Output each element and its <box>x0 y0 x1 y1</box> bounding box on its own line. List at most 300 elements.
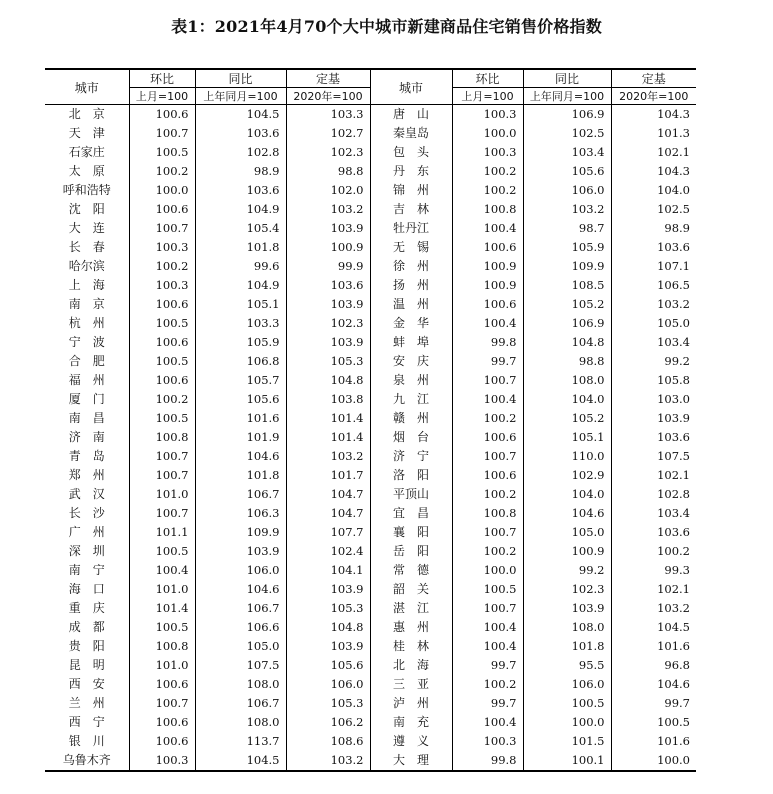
right-city-name: 秦皇岛 <box>370 124 452 143</box>
table-row <box>45 542 696 561</box>
right-fixed-value: 96.8 <box>611 656 696 675</box>
right-mom-value: 100.4 <box>452 390 523 409</box>
left-mom-value: 100.6 <box>129 732 195 751</box>
left-yoy-value: 101.8 <box>195 238 286 257</box>
left-mom-value: 100.0 <box>129 181 195 200</box>
right-city-name: 赣 州 <box>370 409 452 428</box>
right-yoy-value: 104.8 <box>523 333 611 352</box>
header-mom-base-left: 上月=100 <box>129 88 195 105</box>
right-fixed-value: 101.6 <box>611 637 696 656</box>
right-mom-value: 99.8 <box>452 751 523 771</box>
left-fixed-value: 100.9 <box>286 238 370 257</box>
left-mom-value: 100.6 <box>129 371 195 390</box>
right-city-name: 唐 山 <box>370 105 452 125</box>
right-fixed-value: 103.2 <box>611 599 696 618</box>
left-city-name: 长 春 <box>68 240 105 254</box>
left-fixed-value: 105.3 <box>286 599 370 618</box>
left-fixed-value: 102.3 <box>286 314 370 333</box>
right-mom-value: 99.8 <box>452 333 523 352</box>
right-mom-value: 100.6 <box>452 466 523 485</box>
table-row <box>45 732 696 751</box>
right-yoy-value: 100.1 <box>523 751 611 771</box>
left-yoy-value: 106.7 <box>195 694 286 713</box>
right-city-name: 牡丹江 <box>370 219 452 238</box>
left-yoy-value: 106.3 <box>195 504 286 523</box>
right-fixed-value: 103.6 <box>611 523 696 542</box>
left-city-name: 郑 州 <box>68 468 105 482</box>
left-fixed-value: 105.6 <box>286 656 370 675</box>
right-city-name: 桂 林 <box>370 637 452 656</box>
table-row <box>45 504 696 523</box>
left-fixed-value: 106.2 <box>286 713 370 732</box>
left-city-name: 南 京 <box>68 297 105 311</box>
right-mom-value: 99.7 <box>452 694 523 713</box>
left-mom-value: 100.5 <box>129 352 195 371</box>
left-mom-value: 100.8 <box>129 428 195 447</box>
right-yoy-value: 104.0 <box>523 390 611 409</box>
right-city-name: 无 锡 <box>370 238 452 257</box>
right-fixed-value: 107.1 <box>611 257 696 276</box>
right-fixed-value: 107.5 <box>611 447 696 466</box>
left-mom-value: 100.5 <box>129 143 195 162</box>
right-mom-value: 100.7 <box>452 523 523 542</box>
right-fixed-value: 101.3 <box>611 124 696 143</box>
right-fixed-value: 104.5 <box>611 618 696 637</box>
right-mom-value: 99.7 <box>452 656 523 675</box>
left-fixed-value: 104.1 <box>286 561 370 580</box>
right-fixed-value: 103.6 <box>611 428 696 447</box>
right-city-name: 蚌 埠 <box>370 333 452 352</box>
table-row <box>45 257 696 276</box>
right-fixed-value: 102.1 <box>611 143 696 162</box>
left-city-name: 广 州 <box>68 525 105 539</box>
right-mom-value: 100.0 <box>452 124 523 143</box>
right-mom-value: 99.7 <box>452 352 523 371</box>
left-fixed-value: 102.0 <box>286 181 370 200</box>
table-row <box>45 371 696 390</box>
left-yoy-value: 106.6 <box>195 618 286 637</box>
left-city-name: 福 州 <box>68 373 105 387</box>
left-yoy-value: 101.8 <box>195 466 286 485</box>
left-fixed-value: 103.9 <box>286 580 370 599</box>
table-row <box>45 314 696 333</box>
header-city-left: 城市 <box>45 69 129 105</box>
table-header <box>45 69 696 105</box>
left-yoy-value: 101.6 <box>195 409 286 428</box>
right-fixed-value: 103.4 <box>611 504 696 523</box>
left-fixed-value: 101.4 <box>286 409 370 428</box>
right-yoy-value: 103.2 <box>523 200 611 219</box>
left-fixed-value: 103.9 <box>286 333 370 352</box>
right-yoy-value: 100.0 <box>523 713 611 732</box>
right-yoy-value: 108.0 <box>523 618 611 637</box>
right-mom-value: 100.9 <box>452 276 523 295</box>
header-fixed-right: 定基 <box>611 69 696 88</box>
header-mom-left: 环比 <box>129 69 195 88</box>
left-city-name: 昆 明 <box>68 658 105 672</box>
right-fixed-value: 103.2 <box>611 295 696 314</box>
left-mom-value: 101.4 <box>129 599 195 618</box>
table-row <box>45 200 696 219</box>
right-fixed-value: 105.8 <box>611 371 696 390</box>
left-fixed-value: 103.8 <box>286 390 370 409</box>
left-fixed-value: 103.9 <box>286 219 370 238</box>
right-yoy-value: 105.6 <box>523 162 611 181</box>
table-row <box>45 162 696 181</box>
left-mom-value: 100.3 <box>129 238 195 257</box>
right-fixed-value: 102.8 <box>611 485 696 504</box>
left-yoy-value: 98.9 <box>195 162 286 181</box>
right-yoy-value: 106.9 <box>523 314 611 333</box>
table-row <box>45 523 696 542</box>
right-mom-value: 100.6 <box>452 238 523 257</box>
left-fixed-value: 103.2 <box>286 200 370 219</box>
left-yoy-value: 104.6 <box>195 580 286 599</box>
left-fixed-value: 104.7 <box>286 504 370 523</box>
right-city-name: 惠 州 <box>370 618 452 637</box>
right-yoy-value: 108.0 <box>523 371 611 390</box>
left-fixed-value: 103.3 <box>286 105 370 125</box>
left-fixed-value: 106.0 <box>286 675 370 694</box>
right-yoy-value: 104.0 <box>523 485 611 504</box>
right-fixed-value: 99.3 <box>611 561 696 580</box>
header-mom-right: 环比 <box>452 69 523 88</box>
left-fixed-value: 103.9 <box>286 637 370 656</box>
right-mom-value: 100.4 <box>452 314 523 333</box>
right-mom-value: 100.4 <box>452 637 523 656</box>
left-fixed-value: 105.3 <box>286 352 370 371</box>
left-fixed-value: 104.8 <box>286 371 370 390</box>
left-city-name: 济 南 <box>68 430 105 444</box>
right-city-name: 吉 林 <box>370 200 452 219</box>
left-mom-value: 100.6 <box>129 295 195 314</box>
header-fixed-base-left: 2020年=100 <box>286 88 370 105</box>
right-yoy-value: 102.3 <box>523 580 611 599</box>
right-mom-value: 100.4 <box>452 713 523 732</box>
right-yoy-value: 101.5 <box>523 732 611 751</box>
right-mom-value: 100.7 <box>452 447 523 466</box>
left-city-name: 长 沙 <box>68 506 105 520</box>
left-yoy-value: 106.7 <box>195 485 286 504</box>
right-yoy-value: 103.9 <box>523 599 611 618</box>
left-yoy-value: 108.0 <box>195 713 286 732</box>
right-city-name: 包 头 <box>370 143 452 162</box>
right-fixed-value: 103.9 <box>611 409 696 428</box>
left-yoy-value: 106.7 <box>195 599 286 618</box>
table-row <box>45 694 696 713</box>
right-yoy-value: 102.5 <box>523 124 611 143</box>
right-mom-value: 100.2 <box>452 409 523 428</box>
left-fixed-value: 104.7 <box>286 485 370 504</box>
right-city-name: 安 庆 <box>370 352 452 371</box>
left-fixed-value: 101.7 <box>286 466 370 485</box>
right-city-name: 洛 阳 <box>370 466 452 485</box>
right-mom-value: 100.2 <box>452 675 523 694</box>
table-row <box>45 105 696 125</box>
right-city-name: 平顶山 <box>370 485 452 504</box>
right-fixed-value: 106.5 <box>611 276 696 295</box>
left-city-name: 杭 州 <box>68 316 105 330</box>
left-city-name: 大 连 <box>68 221 105 235</box>
left-yoy-value: 106.8 <box>195 352 286 371</box>
table-row <box>45 409 696 428</box>
left-mom-value: 100.8 <box>129 637 195 656</box>
table-row <box>45 637 696 656</box>
left-yoy-value: 104.5 <box>195 751 286 771</box>
left-city-name: 南 宁 <box>68 563 105 577</box>
left-mom-value: 101.0 <box>129 580 195 599</box>
right-fixed-value: 104.0 <box>611 181 696 200</box>
table-row <box>45 333 696 352</box>
right-mom-value: 100.3 <box>452 105 523 125</box>
left-mom-value: 100.6 <box>129 200 195 219</box>
right-city-name: 湛 江 <box>370 599 452 618</box>
right-mom-value: 100.2 <box>452 485 523 504</box>
left-yoy-value: 103.9 <box>195 542 286 561</box>
left-city-name: 西 安 <box>68 677 105 691</box>
left-yoy-value: 104.9 <box>195 200 286 219</box>
left-city-name: 青 岛 <box>68 449 105 463</box>
table-row <box>45 466 696 485</box>
right-city-name: 韶 关 <box>370 580 452 599</box>
right-mom-value: 100.5 <box>452 580 523 599</box>
left-yoy-value: 105.4 <box>195 219 286 238</box>
left-yoy-value: 105.0 <box>195 637 286 656</box>
left-mom-value: 101.0 <box>129 656 195 675</box>
left-fixed-value: 102.3 <box>286 143 370 162</box>
table-row <box>45 675 696 694</box>
price-index-table <box>45 68 696 772</box>
left-mom-value: 100.3 <box>129 751 195 771</box>
left-mom-value: 100.3 <box>129 276 195 295</box>
left-mom-value: 100.7 <box>129 447 195 466</box>
right-mom-value: 100.2 <box>452 542 523 561</box>
right-fixed-value: 103.6 <box>611 238 696 257</box>
left-city-name: 重 庆 <box>68 601 105 615</box>
header-fixed-left: 定基 <box>286 69 370 88</box>
right-yoy-value: 102.9 <box>523 466 611 485</box>
right-city-name: 遵 义 <box>370 732 452 751</box>
right-city-name: 襄 阳 <box>370 523 452 542</box>
left-yoy-value: 104.6 <box>195 447 286 466</box>
right-yoy-value: 105.2 <box>523 295 611 314</box>
right-fixed-value: 99.2 <box>611 352 696 371</box>
table-row <box>45 219 696 238</box>
left-fixed-value: 103.2 <box>286 447 370 466</box>
left-city-name: 成 都 <box>68 620 105 634</box>
header-yoy-right: 同比 <box>523 69 611 88</box>
left-mom-value: 100.7 <box>129 219 195 238</box>
header-yoy-left: 同比 <box>195 69 286 88</box>
left-yoy-value: 108.0 <box>195 675 286 694</box>
left-city-name: 乌鲁木齐 <box>45 751 129 771</box>
left-fixed-value: 103.2 <box>286 751 370 771</box>
header-yoy-base-left: 上年同月=100 <box>195 88 286 105</box>
right-mom-value: 100.4 <box>452 618 523 637</box>
right-city-name: 徐 州 <box>370 257 452 276</box>
left-city-name: 贵 阳 <box>68 639 105 653</box>
right-yoy-value: 103.4 <box>523 143 611 162</box>
left-mom-value: 100.2 <box>129 390 195 409</box>
right-fixed-value: 103.0 <box>611 390 696 409</box>
right-mom-value: 100.2 <box>452 181 523 200</box>
header-mom-base-right: 上月=100 <box>452 88 523 105</box>
left-fixed-value: 108.6 <box>286 732 370 751</box>
left-yoy-value: 99.6 <box>195 257 286 276</box>
table-title: 表1：2021年4月70个大中城市新建商品住宅销售价格指数 <box>171 17 602 36</box>
left-city-name: 武 汉 <box>68 487 105 501</box>
right-yoy-value: 95.5 <box>523 656 611 675</box>
table-row <box>45 561 696 580</box>
left-yoy-value: 105.1 <box>195 295 286 314</box>
left-city-name: 北 京 <box>68 107 105 121</box>
table-row <box>45 352 696 371</box>
right-fixed-value: 100.5 <box>611 713 696 732</box>
table-row <box>45 124 696 143</box>
right-yoy-value: 105.9 <box>523 238 611 257</box>
header-yoy-base-right: 上年同月=100 <box>523 88 611 105</box>
table-row <box>45 713 696 732</box>
right-city-name: 北 海 <box>370 656 452 675</box>
left-mom-value: 100.5 <box>129 314 195 333</box>
left-yoy-value: 105.9 <box>195 333 286 352</box>
left-mom-value: 101.1 <box>129 523 195 542</box>
right-yoy-value: 106.9 <box>523 105 611 125</box>
right-yoy-value: 108.5 <box>523 276 611 295</box>
left-mom-value: 100.7 <box>129 504 195 523</box>
right-yoy-value: 98.8 <box>523 352 611 371</box>
left-yoy-value: 104.5 <box>195 105 286 125</box>
table-row <box>45 238 696 257</box>
left-city-name: 厦 门 <box>68 392 105 406</box>
table-row <box>45 181 696 200</box>
right-city-name: 温 州 <box>370 295 452 314</box>
left-yoy-value: 103.3 <box>195 314 286 333</box>
right-city-name: 泉 州 <box>370 371 452 390</box>
table-row <box>45 447 696 466</box>
table-row <box>45 618 696 637</box>
right-fixed-value: 102.1 <box>611 580 696 599</box>
left-city-name: 西 宁 <box>68 715 105 729</box>
right-yoy-value: 105.1 <box>523 428 611 447</box>
left-mom-value: 100.7 <box>129 124 195 143</box>
right-mom-value: 100.3 <box>452 732 523 751</box>
header-city-right: 城市 <box>370 69 452 105</box>
left-city-name: 合 肥 <box>68 354 105 368</box>
right-city-name: 烟 台 <box>370 428 452 447</box>
right-city-name: 三 亚 <box>370 675 452 694</box>
left-mom-value: 100.5 <box>129 409 195 428</box>
left-mom-value: 100.4 <box>129 561 195 580</box>
right-yoy-value: 109.9 <box>523 257 611 276</box>
right-mom-value: 100.6 <box>452 428 523 447</box>
table-body <box>45 105 696 772</box>
left-yoy-value: 109.9 <box>195 523 286 542</box>
left-city-name: 沈 阳 <box>68 202 105 216</box>
right-city-name: 济 宁 <box>370 447 452 466</box>
table-row <box>45 599 696 618</box>
left-mom-value: 100.2 <box>129 257 195 276</box>
left-yoy-value: 101.9 <box>195 428 286 447</box>
table-row <box>45 276 696 295</box>
left-city-name: 石家庄 <box>68 145 105 159</box>
right-mom-value: 100.9 <box>452 257 523 276</box>
left-fixed-value: 107.7 <box>286 523 370 542</box>
left-fixed-value: 104.8 <box>286 618 370 637</box>
right-yoy-value: 100.5 <box>523 694 611 713</box>
right-mom-value: 100.3 <box>452 143 523 162</box>
right-city-name: 泸 州 <box>370 694 452 713</box>
left-city-name: 呼和浩特 <box>62 183 111 197</box>
right-fixed-value: 98.9 <box>611 219 696 238</box>
right-mom-value: 100.4 <box>452 219 523 238</box>
left-mom-value: 100.6 <box>129 713 195 732</box>
table-row <box>45 485 696 504</box>
right-fixed-value: 104.3 <box>611 105 696 125</box>
right-city-name: 岳 阳 <box>370 542 452 561</box>
right-mom-value: 100.0 <box>452 561 523 580</box>
left-yoy-value: 113.7 <box>195 732 286 751</box>
left-city-name: 南 昌 <box>68 411 105 425</box>
left-yoy-value: 106.0 <box>195 561 286 580</box>
left-fixed-value: 102.4 <box>286 542 370 561</box>
right-yoy-value: 98.7 <box>523 219 611 238</box>
left-mom-value: 100.7 <box>129 694 195 713</box>
table-row <box>45 295 696 314</box>
right-fixed-value: 104.3 <box>611 162 696 181</box>
left-fixed-value: 101.4 <box>286 428 370 447</box>
left-city-name: 哈尔滨 <box>68 259 105 273</box>
left-yoy-value: 105.7 <box>195 371 286 390</box>
left-mom-value: 100.6 <box>129 105 195 125</box>
right-city-name: 丹 东 <box>370 162 452 181</box>
right-fixed-value: 105.0 <box>611 314 696 333</box>
right-fixed-value: 104.6 <box>611 675 696 694</box>
right-fixed-value: 102.5 <box>611 200 696 219</box>
right-fixed-value: 102.1 <box>611 466 696 485</box>
left-fixed-value: 99.9 <box>286 257 370 276</box>
left-yoy-value: 107.5 <box>195 656 286 675</box>
right-mom-value: 100.7 <box>452 371 523 390</box>
left-city-name: 太 原 <box>68 164 105 178</box>
left-fixed-value: 103.6 <box>286 276 370 295</box>
right-yoy-value: 104.6 <box>523 504 611 523</box>
right-yoy-value: 106.0 <box>523 675 611 694</box>
table-row <box>45 428 696 447</box>
left-fixed-value: 105.3 <box>286 694 370 713</box>
right-fixed-value: 103.4 <box>611 333 696 352</box>
left-yoy-value: 103.6 <box>195 181 286 200</box>
right-yoy-value: 110.0 <box>523 447 611 466</box>
left-city-name: 宁 波 <box>68 335 105 349</box>
right-city-name: 常 德 <box>370 561 452 580</box>
right-city-name: 九 江 <box>370 390 452 409</box>
right-fixed-value: 100.0 <box>611 751 696 771</box>
right-fixed-value: 101.6 <box>611 732 696 751</box>
left-city-name: 上 海 <box>68 278 105 292</box>
left-mom-value: 100.5 <box>129 618 195 637</box>
left-mom-value: 101.0 <box>129 485 195 504</box>
left-yoy-value: 103.6 <box>195 124 286 143</box>
right-city-name: 宜 昌 <box>370 504 452 523</box>
table-row <box>45 656 696 675</box>
right-yoy-value: 100.9 <box>523 542 611 561</box>
left-mom-value: 100.5 <box>129 542 195 561</box>
left-city-name: 深 圳 <box>68 544 105 558</box>
right-city-name: 扬 州 <box>370 276 452 295</box>
right-mom-value: 100.8 <box>452 200 523 219</box>
right-yoy-value: 105.0 <box>523 523 611 542</box>
